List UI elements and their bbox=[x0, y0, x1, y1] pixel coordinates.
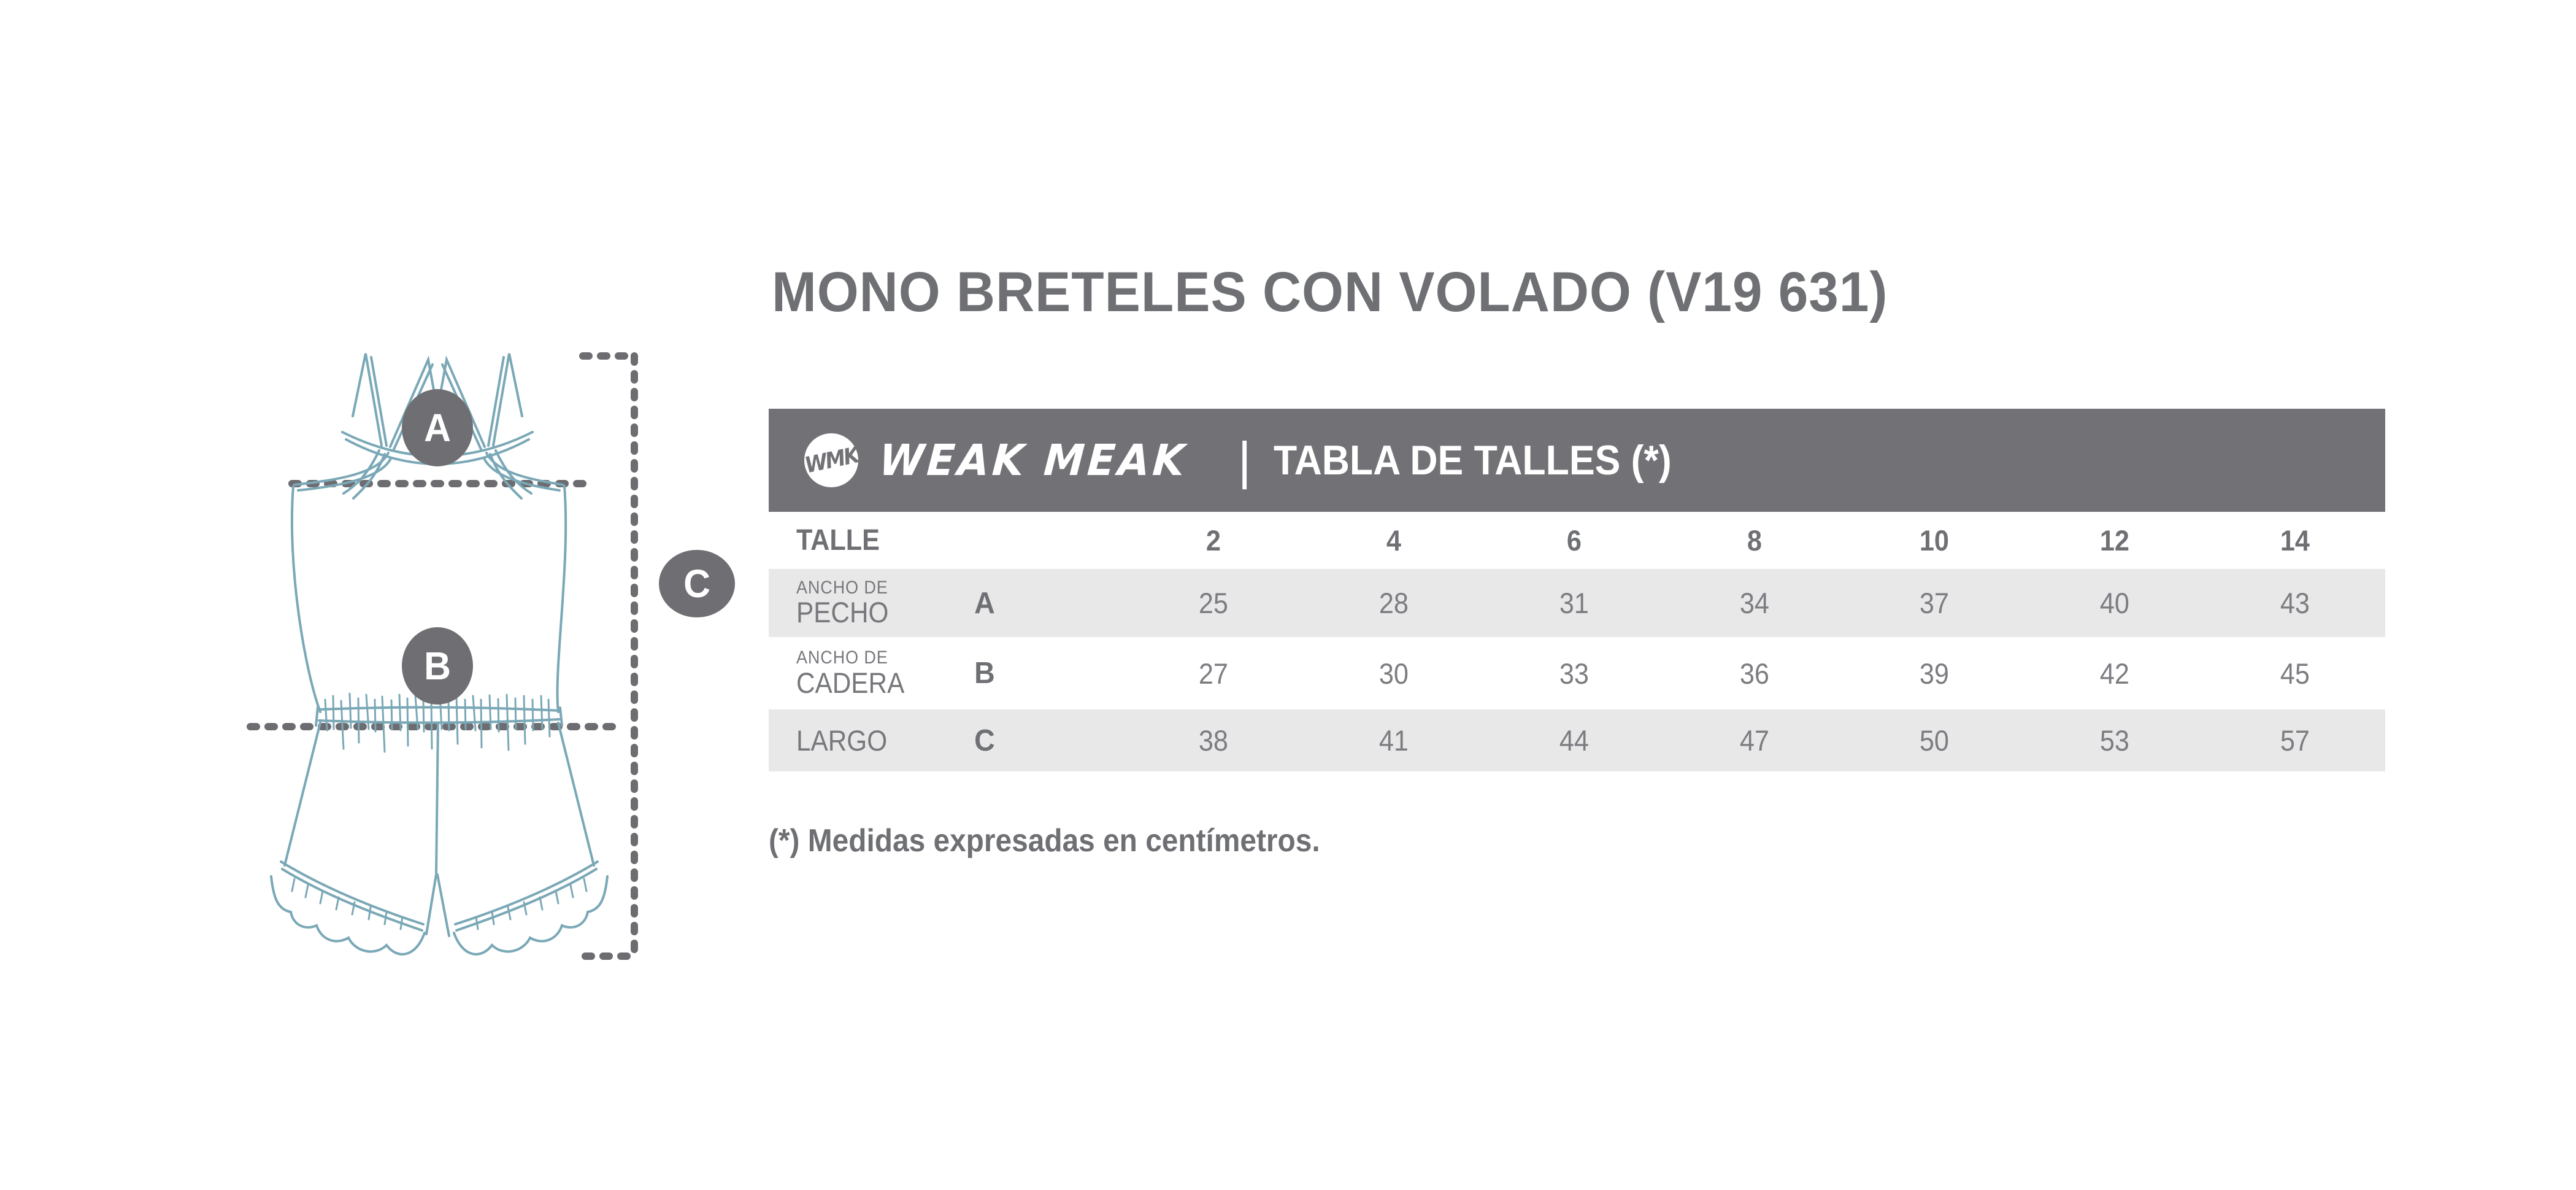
cell-value: 27 bbox=[1198, 657, 1228, 690]
row-letter: B bbox=[974, 657, 995, 690]
size-col-header: 6 bbox=[1566, 524, 1582, 557]
cell-value: 25 bbox=[1198, 587, 1228, 619]
table-row-length bbox=[769, 709, 2385, 771]
cell-value: 30 bbox=[1378, 657, 1409, 690]
cell-value: 44 bbox=[1559, 724, 1589, 757]
cell-value: 33 bbox=[1559, 657, 1589, 690]
row-label-small: ANCHO DE bbox=[796, 647, 888, 668]
size-table-title: TABLA DE TALLES (*) bbox=[1273, 437, 1672, 484]
cell-value: 37 bbox=[1920, 587, 1950, 619]
row-label-main: CADERA bbox=[796, 666, 905, 699]
marker-c-letter: C bbox=[683, 562, 710, 606]
bar-separator: | bbox=[1237, 431, 1251, 489]
size-label: TALLE bbox=[796, 524, 880, 557]
cell-value: 50 bbox=[1920, 724, 1950, 757]
table-header-row bbox=[769, 512, 2385, 569]
cell-value: 40 bbox=[2100, 587, 2130, 619]
brand-name: WEAK MEAK bbox=[877, 435, 1190, 485]
row-letter: A bbox=[974, 586, 995, 620]
cell-value: 41 bbox=[1378, 724, 1409, 757]
marker-c-length bbox=[659, 550, 735, 617]
table-row-hip bbox=[769, 637, 2385, 709]
cell-value: 47 bbox=[1739, 724, 1769, 757]
cell-value: 34 bbox=[1739, 587, 1769, 619]
size-table bbox=[769, 512, 2385, 771]
cell-value: 31 bbox=[1559, 587, 1589, 619]
brand-logo bbox=[804, 433, 858, 487]
cell-value: 45 bbox=[2280, 657, 2310, 690]
marker-a-chest bbox=[402, 389, 473, 466]
cell-value: 28 bbox=[1378, 587, 1409, 619]
size-col-header: 14 bbox=[2280, 524, 2310, 557]
marker-b-letter: B bbox=[424, 644, 451, 688]
cell-value: 57 bbox=[2280, 724, 2310, 757]
size-col-header: 4 bbox=[1386, 524, 1401, 557]
marker-b-hip bbox=[402, 627, 473, 705]
garment-stitch-details bbox=[292, 694, 586, 929]
table-row-chest bbox=[769, 569, 2385, 637]
brand-monogram: WMK bbox=[802, 442, 860, 479]
row-label bbox=[769, 577, 889, 629]
row-label bbox=[769, 724, 888, 757]
cell-value: 43 bbox=[2280, 587, 2310, 619]
units-footnote: (*) Medidas expresadas en centímetros. bbox=[769, 823, 1320, 859]
cell-value: 36 bbox=[1739, 657, 1769, 690]
row-label-main: LARGO bbox=[796, 724, 888, 757]
size-col-header: 10 bbox=[1920, 524, 1950, 557]
row-label bbox=[769, 647, 905, 699]
size-col-header: 12 bbox=[2100, 524, 2130, 557]
size-col-header: 8 bbox=[1747, 524, 1762, 557]
size-col-header: 2 bbox=[1205, 524, 1221, 557]
cell-value: 53 bbox=[2100, 724, 2130, 757]
table-header-bar bbox=[769, 409, 2385, 512]
row-letter: C bbox=[974, 724, 995, 757]
cell-value: 38 bbox=[1198, 724, 1228, 757]
cell-value: 42 bbox=[2100, 657, 2130, 690]
row-label-main: PECHO bbox=[796, 596, 889, 629]
page-title: MONO BRETELES CON VOLADO (V19 631) bbox=[772, 261, 1888, 323]
cell-value: 39 bbox=[1920, 657, 1950, 690]
marker-a-letter: A bbox=[424, 406, 451, 450]
row-label-small: ANCHO DE bbox=[796, 577, 888, 598]
